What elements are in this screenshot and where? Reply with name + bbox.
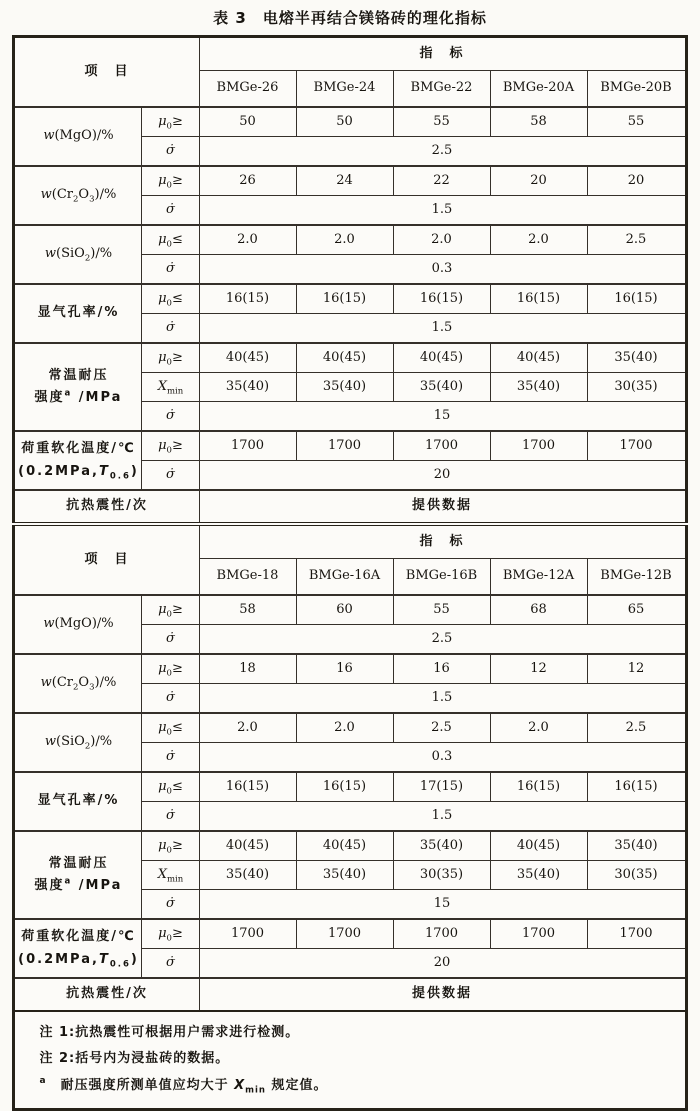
value-cell: 1700 xyxy=(393,431,490,461)
merged-value-cell: 1.5 xyxy=(199,684,686,714)
merged-value-cell: 1.5 xyxy=(199,196,686,226)
value-cell: 40(45) xyxy=(199,343,296,373)
value-cell: 1700 xyxy=(296,431,393,461)
value-cell: 35(40) xyxy=(490,861,587,890)
row-label-cell xyxy=(14,343,142,431)
param-cell: $\mu_0\ge$ xyxy=(142,595,199,625)
value-cell: 40(45) xyxy=(490,831,587,861)
param-cell: σ̇ xyxy=(142,625,199,655)
value-cell: 16(15) xyxy=(199,284,296,314)
value-cell: 2.0 xyxy=(296,713,393,743)
value-cell: 12 xyxy=(490,654,587,684)
param-cell: $\mu_0\ge$ xyxy=(142,654,199,684)
value-cell: 1700 xyxy=(587,919,686,949)
value-cell: 16(15) xyxy=(296,772,393,802)
row-label-line: 荷重软化温度/℃ xyxy=(21,441,136,457)
table-title: 表 3 电熔半再结合镁铬砖的理化指标 xyxy=(213,9,487,27)
value-cell: 35(40) xyxy=(199,861,296,890)
value-cell: 68 xyxy=(490,595,587,625)
row-label-line: 强度$^a$ /MPa xyxy=(34,876,123,893)
grade-header-cell: BMGe-24 xyxy=(296,71,393,108)
value-cell: 1700 xyxy=(296,919,393,949)
value-cell: 20 xyxy=(587,166,686,196)
row-label-cell xyxy=(14,107,142,166)
value-cell: 40(45) xyxy=(296,831,393,861)
value-cell: 24 xyxy=(296,166,393,196)
row-label-cell xyxy=(14,919,142,978)
value-cell: 16(15) xyxy=(393,284,490,314)
row-label-cell xyxy=(14,284,142,343)
row-label-line: w(SiO$_2$)/% xyxy=(44,246,113,265)
value-cell: 16 xyxy=(296,654,393,684)
param-cell: σ̇ xyxy=(142,949,199,979)
value-cell: 16(15) xyxy=(587,284,686,314)
grade-header-cell: BMGe-20B xyxy=(587,71,686,108)
row-label-cell xyxy=(14,654,142,713)
value-cell: 1700 xyxy=(393,919,490,949)
value-cell: 2.5 xyxy=(587,225,686,255)
value-cell: 16(15) xyxy=(490,284,587,314)
value-cell: 65 xyxy=(587,595,686,625)
value-cell: 22 xyxy=(393,166,490,196)
grade-header-cell: BMGe-12A xyxy=(490,559,587,596)
value-cell: 2.5 xyxy=(393,713,490,743)
row-label-line: $w(Cr_2O_3)/\%$ xyxy=(40,187,117,206)
row-label-cell xyxy=(14,431,142,490)
param-cell: σ̇ xyxy=(142,802,199,832)
value-cell: 2.0 xyxy=(393,225,490,255)
grade-header-cell: BMGe-16B xyxy=(393,559,490,596)
value-cell: 17(15) xyxy=(393,772,490,802)
value-cell: 55 xyxy=(587,107,686,137)
param-cell: $\mu_0\le$ xyxy=(142,284,199,314)
indicator-header-cell: 指 标 xyxy=(199,524,686,559)
merged-value-cell: 1.5 xyxy=(199,314,686,344)
value-cell: 2.0 xyxy=(296,225,393,255)
value-cell: 50 xyxy=(199,107,296,137)
row-label-line: 显气孔率/% xyxy=(37,305,120,321)
thermal-shock-label-cell: 抗热震性/次 xyxy=(14,978,199,1011)
merged-value-cell: 0.3 xyxy=(199,255,686,285)
row-label-line: w(SiO$_2$)/% xyxy=(44,734,113,753)
row-label-cell xyxy=(14,225,142,284)
grade-header-cell: BMGe-26 xyxy=(199,71,296,108)
row-label-line: $(0.2MPa,T_{0.6})$ xyxy=(18,463,139,482)
value-cell: 1700 xyxy=(199,919,296,949)
footnote-line xyxy=(39,1078,672,1094)
value-cell: 35(40) xyxy=(296,861,393,890)
param-cell: $X_{min}$ xyxy=(142,373,199,402)
thermal-shock-label-cell: 抗热震性/次 xyxy=(14,490,199,524)
value-cell: 55 xyxy=(393,595,490,625)
param-cell: $\mu_0\le$ xyxy=(142,772,199,802)
grade-header-cell: BMGe-22 xyxy=(393,71,490,108)
value-cell: 2.0 xyxy=(199,225,296,255)
value-cell: 30(35) xyxy=(393,861,490,890)
param-cell: σ̇ xyxy=(142,255,199,285)
notes-cell xyxy=(14,1011,686,1109)
param-cell: $\mu_0\ge$ xyxy=(142,831,199,861)
param-cell: σ̇ xyxy=(142,314,199,344)
grade-header-cell: BMGe-18 xyxy=(199,559,296,596)
value-cell: 1700 xyxy=(490,431,587,461)
value-cell: 35(40) xyxy=(296,373,393,402)
merged-value-cell: 2.5 xyxy=(199,625,686,655)
row-label-line: 显气孔率/% xyxy=(37,793,120,809)
spec-table xyxy=(12,35,687,1111)
value-cell: 2.0 xyxy=(490,225,587,255)
value-cell: 35(40) xyxy=(587,343,686,373)
value-cell: 16(15) xyxy=(587,772,686,802)
value-cell: 1700 xyxy=(587,431,686,461)
row-label-line: $w(Cr_2O_3)/\%$ xyxy=(40,675,117,694)
value-cell: 40(45) xyxy=(199,831,296,861)
value-cell: 40(45) xyxy=(490,343,587,373)
value-cell: 16(15) xyxy=(199,772,296,802)
value-cell: 60 xyxy=(296,595,393,625)
param-cell: σ̇ xyxy=(142,743,199,773)
merged-value-cell: 15 xyxy=(199,402,686,432)
param-cell: σ̇ xyxy=(142,402,199,432)
value-cell: 16 xyxy=(393,654,490,684)
row-label-line: 常温耐压 xyxy=(48,367,109,383)
merged-value-cell: 20 xyxy=(199,461,686,491)
param-cell: σ̇ xyxy=(142,684,199,714)
value-cell: 16(15) xyxy=(490,772,587,802)
value-cell: 35(40) xyxy=(490,373,587,402)
merged-value-cell: 1.5 xyxy=(199,802,686,832)
merged-value-cell: 2.5 xyxy=(199,137,686,167)
merged-value-cell: 0.3 xyxy=(199,743,686,773)
grade-header-cell: BMGe-16A xyxy=(296,559,393,596)
value-cell: 58 xyxy=(490,107,587,137)
value-cell: 30(35) xyxy=(587,373,686,402)
indicator-header-cell: 指 标 xyxy=(199,37,686,71)
footnote-text: 耐压强度所测单值应均大于 $X_{min}$ 规定值。 xyxy=(60,1077,328,1096)
note-line-1: 注 1:抗热震性可根据用户需求进行检测。 xyxy=(39,1025,300,1040)
param-cell: $\mu_0\ge$ xyxy=(142,166,199,196)
note-line-2: 注 2:括号内为浸盐砖的数据。 xyxy=(39,1051,230,1067)
thermal-shock-value-cell: 提供数据 xyxy=(199,978,686,1011)
merged-value-cell: 20 xyxy=(199,949,686,979)
param-cell: σ̇ xyxy=(142,137,199,167)
value-cell: 26 xyxy=(199,166,296,196)
grade-header-cell: BMGe-20A xyxy=(490,71,587,108)
row-label-line: w(MgO)/% xyxy=(43,616,114,632)
table-body xyxy=(14,37,686,1110)
value-cell: 35(40) xyxy=(587,831,686,861)
value-cell: 1700 xyxy=(490,919,587,949)
row-label-cell xyxy=(14,595,142,654)
value-cell: 2.0 xyxy=(490,713,587,743)
value-cell: 30(35) xyxy=(587,861,686,890)
footnote-marker: a xyxy=(39,1076,47,1087)
thermal-shock-value-cell: 提供数据 xyxy=(199,490,686,524)
merged-value-cell: 15 xyxy=(199,890,686,920)
param-cell: $\mu_0\le$ xyxy=(142,225,199,255)
row-label-cell xyxy=(14,166,142,225)
value-cell: 35(40) xyxy=(393,831,490,861)
value-cell: 1700 xyxy=(199,431,296,461)
value-cell: 16(15) xyxy=(296,284,393,314)
row-label-cell xyxy=(14,713,142,772)
param-cell: $X_{min}$ xyxy=(142,861,199,890)
row-label-line: 荷重软化温度/℃ xyxy=(21,929,136,945)
param-cell: $\mu_0\ge$ xyxy=(142,107,199,137)
value-cell: 50 xyxy=(296,107,393,137)
value-cell: 12 xyxy=(587,654,686,684)
row-label-line: 强度$^a$ /MPa xyxy=(34,388,123,405)
value-cell: 2.5 xyxy=(587,713,686,743)
value-cell: 18 xyxy=(199,654,296,684)
row-label-cell xyxy=(14,772,142,831)
item-header-cell: 项 目 xyxy=(14,524,199,595)
row-label-cell xyxy=(14,831,142,919)
param-cell: $\mu_0\ge$ xyxy=(142,343,199,373)
value-cell: 35(40) xyxy=(393,373,490,402)
value-cell: 2.0 xyxy=(199,713,296,743)
param-cell: σ̇ xyxy=(142,890,199,920)
value-cell: 40(45) xyxy=(296,343,393,373)
param-cell: $\mu_0\ge$ xyxy=(142,431,199,461)
row-label-line: $(0.2MPa,T_{0.6})$ xyxy=(18,951,139,970)
item-header-cell: 项 目 xyxy=(14,37,199,108)
row-label-line: 常温耐压 xyxy=(48,855,109,871)
param-cell: σ̇ xyxy=(142,196,199,226)
value-cell: 40(45) xyxy=(393,343,490,373)
param-cell: σ̇ xyxy=(142,461,199,491)
value-cell: 20 xyxy=(490,166,587,196)
row-label-line: w(MgO)/% xyxy=(43,128,114,144)
value-cell: 35(40) xyxy=(199,373,296,402)
param-cell: $\mu_0\le$ xyxy=(142,713,199,743)
param-cell: $\mu_0\ge$ xyxy=(142,919,199,949)
value-cell: 58 xyxy=(199,595,296,625)
grade-header-cell: BMGe-12B xyxy=(587,559,686,596)
value-cell: 55 xyxy=(393,107,490,137)
